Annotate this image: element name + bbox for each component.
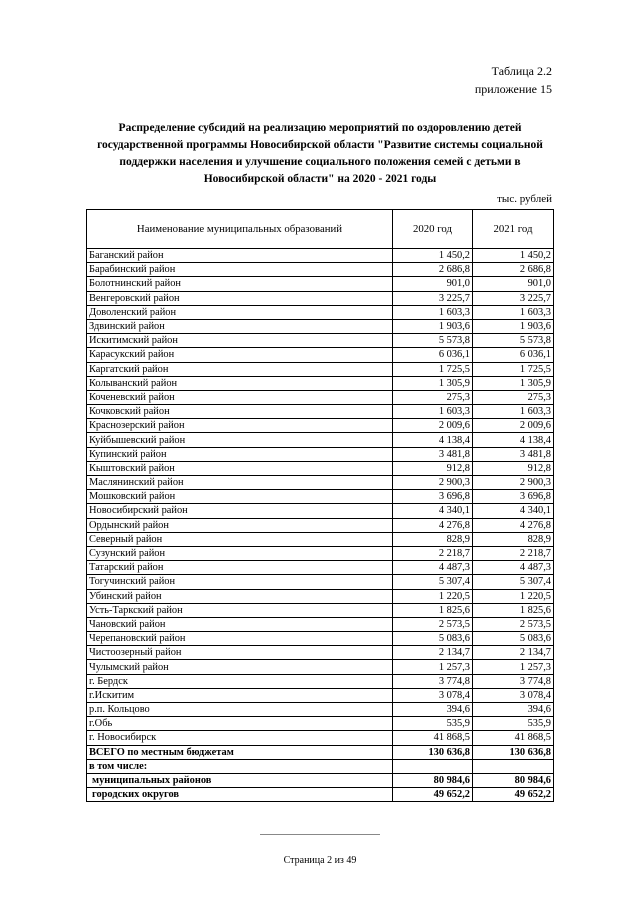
value-2020: 41 868,5	[393, 731, 473, 745]
table-body	[87, 249, 554, 802]
row-name: Северный район	[87, 532, 393, 546]
row-name: Мошковский район	[87, 490, 393, 504]
value-2021: 3 078,4	[473, 688, 554, 702]
value-2021: 1 603,3	[473, 405, 554, 419]
value-2021: 535,9	[473, 717, 554, 731]
table-row	[87, 575, 554, 589]
table-row	[87, 461, 554, 475]
table-row	[87, 561, 554, 575]
empty-cell	[473, 759, 554, 773]
table-row	[87, 688, 554, 702]
subtotal-row	[87, 788, 554, 802]
row-name: Искитимский район	[87, 334, 393, 348]
row-name: в том числе:	[87, 759, 393, 773]
including-label-row	[87, 759, 554, 773]
row-name: Здвинский район	[87, 319, 393, 333]
table-row	[87, 433, 554, 447]
total-row	[87, 745, 554, 759]
value-2021: 2 686,8	[473, 263, 554, 277]
value-2021: 2 134,7	[473, 646, 554, 660]
value-2020: 1 603,3	[393, 405, 473, 419]
value-2020: 5 573,8	[393, 334, 473, 348]
value-2021: 80 984,6	[473, 773, 554, 787]
table-row	[87, 504, 554, 518]
row-name: Купинский район	[87, 447, 393, 461]
value-2021: 3 696,8	[473, 490, 554, 504]
table-row	[87, 518, 554, 532]
row-name: Карасукский район	[87, 348, 393, 362]
value-2020: 2 009,6	[393, 419, 473, 433]
value-2021: 41 868,5	[473, 731, 554, 745]
table-row	[87, 546, 554, 560]
table-row	[87, 390, 554, 404]
value-2021: 4 487,3	[473, 561, 554, 575]
row-name: Чулымский район	[87, 660, 393, 674]
value-2020: 3 696,8	[393, 490, 473, 504]
value-2021: 394,6	[473, 703, 554, 717]
value-2020: 1 305,9	[393, 376, 473, 390]
row-name: Убинский район	[87, 589, 393, 603]
value-2021: 3 774,8	[473, 674, 554, 688]
value-2020: 2 134,7	[393, 646, 473, 660]
table-row	[87, 731, 554, 745]
row-name: г. Новосибирск	[87, 731, 393, 745]
value-2021: 1 257,3	[473, 660, 554, 674]
row-name: Барабинский район	[87, 263, 393, 277]
value-2020: 2 686,8	[393, 263, 473, 277]
row-name: Колыванский район	[87, 376, 393, 390]
table-row	[87, 277, 554, 291]
row-name: городских округов	[87, 788, 393, 802]
table-row	[87, 646, 554, 660]
value-2021: 1 305,9	[473, 376, 554, 390]
row-name: Коченевский район	[87, 390, 393, 404]
row-name: Чистоозерный район	[87, 646, 393, 660]
value-2020: 5 083,6	[393, 632, 473, 646]
row-name: Усть-Таркский район	[87, 603, 393, 617]
value-2020: 535,9	[393, 717, 473, 731]
row-name: Татарский район	[87, 561, 393, 575]
value-2020: 1 257,3	[393, 660, 473, 674]
value-2020: 3 225,7	[393, 291, 473, 305]
value-2020: 275,3	[393, 390, 473, 404]
row-name: муниципальных районов	[87, 773, 393, 787]
row-name: Болотнинский район	[87, 277, 393, 291]
table-header-row	[87, 210, 554, 249]
table-row	[87, 589, 554, 603]
table-row	[87, 632, 554, 646]
value-2020: 828,9	[393, 532, 473, 546]
value-2020: 3 481,8	[393, 447, 473, 461]
value-2021: 275,3	[473, 390, 554, 404]
value-2021: 2 009,6	[473, 419, 554, 433]
value-2020: 4 487,3	[393, 561, 473, 575]
row-name: Куйбышевский район	[87, 433, 393, 447]
row-name: г.Искитим	[87, 688, 393, 702]
row-name: Краснозерский район	[87, 419, 393, 433]
table-row	[87, 419, 554, 433]
value-2020: 912,8	[393, 461, 473, 475]
table-row	[87, 362, 554, 376]
value-2021: 1 903,6	[473, 319, 554, 333]
column-header-name: Наименование муниципальных образований	[87, 210, 393, 249]
value-2021: 4 138,4	[473, 433, 554, 447]
footer-divider	[260, 834, 380, 835]
table-row	[87, 490, 554, 504]
value-2021: 49 652,2	[473, 788, 554, 802]
value-2020: 2 218,7	[393, 546, 473, 560]
row-name: Тогучинский район	[87, 575, 393, 589]
value-2021: 4 276,8	[473, 518, 554, 532]
value-2020: 3 774,8	[393, 674, 473, 688]
row-name: Венгеровский район	[87, 291, 393, 305]
value-2021: 5 573,8	[473, 334, 554, 348]
table-row	[87, 376, 554, 390]
value-2020: 1 450,2	[393, 249, 473, 263]
value-2021: 4 340,1	[473, 504, 554, 518]
document-title: Распределение субсидий на реализацию мероприятий по оздоровлению детей государственной программы Новосибирской области "Развитие системы социальной поддержки населения и улучшение социального положения семей с детьми в Новосибирской области" на 2020 - 2021 годы	[97, 122, 543, 185]
value-2021: 901,0	[473, 277, 554, 291]
row-name: Сузунский район	[87, 546, 393, 560]
subsidy-table	[86, 209, 554, 802]
empty-cell	[393, 759, 473, 773]
appendix-label: приложение 15	[474, 82, 552, 96]
subtotal-row	[87, 773, 554, 787]
value-2021: 130 636,8	[473, 745, 554, 759]
value-2020: 130 636,8	[393, 745, 473, 759]
value-2020: 1 220,5	[393, 589, 473, 603]
row-name: Каргатский район	[87, 362, 393, 376]
table-row	[87, 603, 554, 617]
value-2020: 1 903,6	[393, 319, 473, 333]
value-2021: 1 725,5	[473, 362, 554, 376]
value-2020: 1 725,5	[393, 362, 473, 376]
table-row	[87, 447, 554, 461]
value-2021: 912,8	[473, 461, 554, 475]
table-row	[87, 717, 554, 731]
table-row	[87, 291, 554, 305]
value-2020: 49 652,2	[393, 788, 473, 802]
row-name: Кочковский район	[87, 405, 393, 419]
value-2020: 394,6	[393, 703, 473, 717]
units-label: тыс. рублей	[497, 193, 552, 205]
table-row	[87, 249, 554, 263]
row-name: р.п. Кольцово	[87, 703, 393, 717]
value-2020: 4 340,1	[393, 504, 473, 518]
value-2021: 5 307,4	[473, 575, 554, 589]
value-2020: 80 984,6	[393, 773, 473, 787]
column-header-2020: 2020 год	[393, 210, 473, 249]
value-2021: 3 481,8	[473, 447, 554, 461]
value-2020: 6 036,1	[393, 348, 473, 362]
row-name: Ордынский район	[87, 518, 393, 532]
value-2021: 1 220,5	[473, 589, 554, 603]
value-2021: 2 218,7	[473, 546, 554, 560]
row-name: Новосибирский район	[87, 504, 393, 518]
table-row	[87, 319, 554, 333]
value-2021: 828,9	[473, 532, 554, 546]
page-number: Страница 2 из 49	[283, 855, 357, 866]
value-2021: 2 573,5	[473, 617, 554, 631]
value-2020: 901,0	[393, 277, 473, 291]
row-name: Кыштовский район	[87, 461, 393, 475]
value-2020: 5 307,4	[393, 575, 473, 589]
row-name: Маслянинский район	[87, 476, 393, 490]
value-2021: 1 603,3	[473, 305, 554, 319]
row-name: Чановский район	[87, 617, 393, 631]
value-2021: 1 450,2	[473, 249, 554, 263]
value-2020: 2 573,5	[393, 617, 473, 631]
value-2020: 1 825,6	[393, 603, 473, 617]
value-2021: 5 083,6	[473, 632, 554, 646]
value-2021: 6 036,1	[473, 348, 554, 362]
table-row	[87, 334, 554, 348]
table-number: Таблица 2.2	[491, 64, 552, 78]
value-2020: 1 603,3	[393, 305, 473, 319]
table-row	[87, 476, 554, 490]
value-2021: 1 825,6	[473, 603, 554, 617]
row-name: ВСЕГО по местным бюджетам	[87, 745, 393, 759]
table-row	[87, 674, 554, 688]
value-2020: 3 078,4	[393, 688, 473, 702]
table-row	[87, 532, 554, 546]
value-2021: 3 225,7	[473, 291, 554, 305]
row-name: Доволенский район	[87, 305, 393, 319]
table-row	[87, 703, 554, 717]
table-row	[87, 617, 554, 631]
row-name: Баганский район	[87, 249, 393, 263]
table-row	[87, 305, 554, 319]
page-header	[475, 62, 552, 98]
row-name: г. Бердск	[87, 674, 393, 688]
table-row	[87, 660, 554, 674]
value-2020: 2 900,3	[393, 476, 473, 490]
table-row	[87, 405, 554, 419]
table-row	[87, 348, 554, 362]
row-name: Черепановский район	[87, 632, 393, 646]
table-row	[87, 263, 554, 277]
value-2020: 4 276,8	[393, 518, 473, 532]
value-2021: 2 900,3	[473, 476, 554, 490]
column-header-2021: 2021 год	[473, 210, 554, 249]
row-name: г.Обь	[87, 717, 393, 731]
value-2020: 4 138,4	[393, 433, 473, 447]
